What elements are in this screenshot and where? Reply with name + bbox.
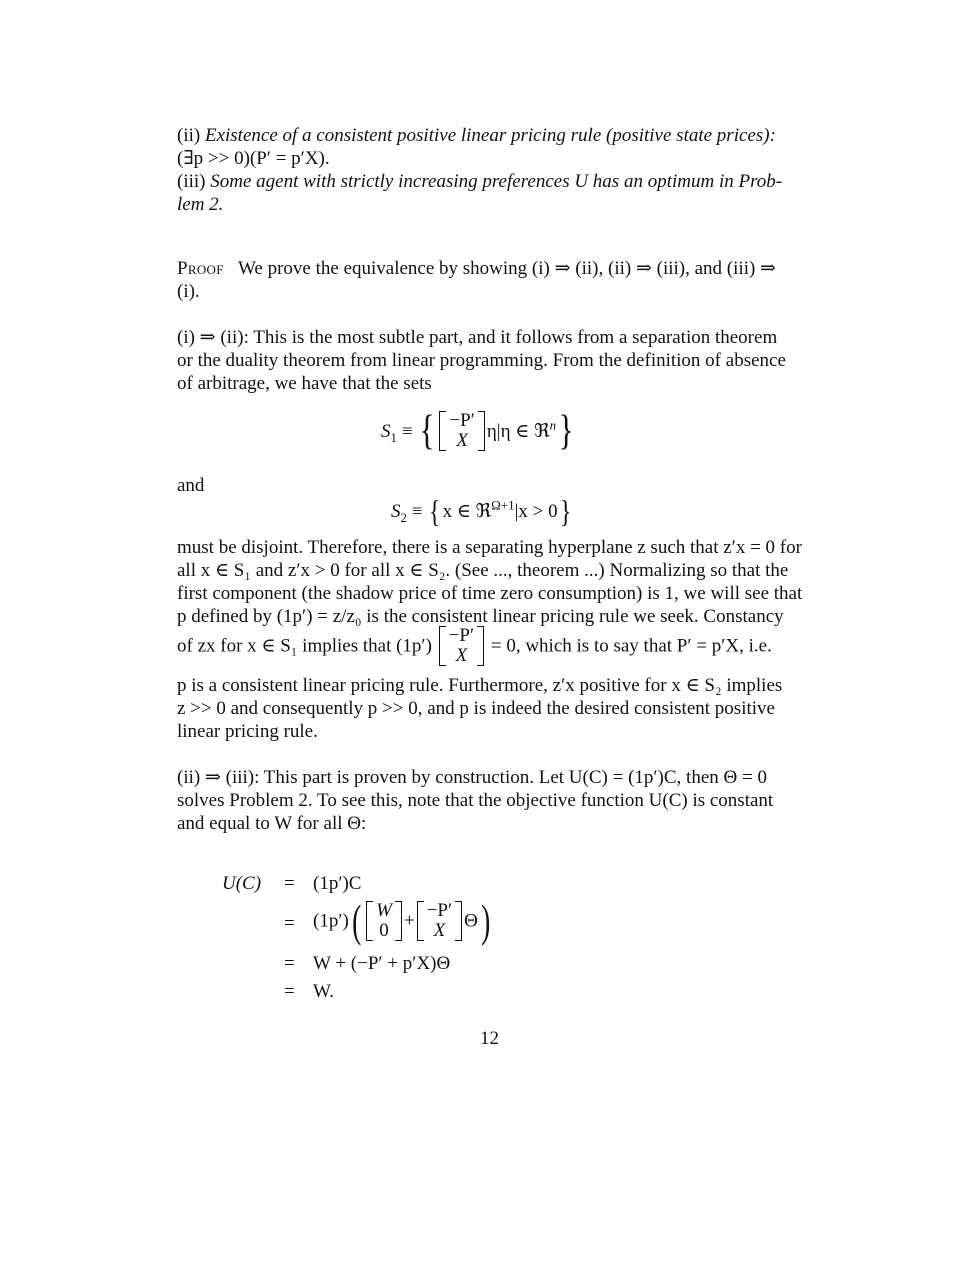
equation-s1: $S_1$ ≡ { −P′ X η|η ∈ ℜ$^n$} — [381, 408, 574, 454]
proof-intro — [177, 257, 799, 303]
eq-rhs: W + (−P′ + p′X)Θ — [313, 953, 451, 974]
para-line: solves Problem 2. To see this, note that the objective function U(C) is constant — [177, 790, 774, 811]
para-line: p is a consistent linear pricing rule. Furthermore, z′x positive for x ∈ S₂ implies — [177, 675, 783, 696]
para-line: first component (the shadow price of time zero consumption) is 1, we will see that — [177, 583, 803, 604]
item-iii-label: (iii) — [177, 171, 206, 192]
and-word: and — [177, 475, 205, 496]
eq-row-2: (1p′)( W 0 + −P′ X Θ) — [313, 895, 491, 946]
eq-sign: = — [284, 873, 295, 894]
item-ii-formula: (∃p >> 0)(P′ = p′X). — [177, 148, 330, 169]
eq-row-1: U(C) — [222, 873, 262, 894]
para-line: must be disjoint. Therefore, there is a separating hyperplane z such that z′x = 0 for — [177, 537, 802, 558]
para-line: linear pricing rule. — [177, 721, 318, 742]
w-zero-matrix: W 0 — [364, 901, 404, 941]
eq-rhs: (1p′)C — [313, 873, 362, 894]
right-brace: } — [558, 408, 574, 454]
left-brace: { — [419, 408, 435, 454]
para-line: (ii) ⇒ (iii): This part is proven by construction. Let U(C) = (1p′)C, then Θ = 0 — [177, 767, 767, 788]
paragraph-continued — [177, 536, 803, 628]
proof-intro-text: We prove the equivalence by showing (i) ⇒ (ii), (ii) ⇒ (iii), and (iii) ⇒ — [238, 258, 776, 279]
para-line: z >> 0 and consequently p >> 0, and p is indeed the desired consistent positive — [177, 698, 775, 719]
constancy-matrix: −P′ X — [437, 626, 486, 666]
item-ii-line — [177, 124, 799, 147]
item-iii-line-2: lem 2. — [177, 194, 224, 215]
s1-matrix: −P′ X — [437, 411, 486, 451]
proof-heading: Proof — [177, 258, 224, 279]
item-ii-text: Existence of a consistent positive linear pricing rule (positive state prices): — [200, 125, 776, 146]
eq-sign: = — [284, 953, 295, 974]
item-iii-line — [177, 170, 799, 193]
para-line: all x ∈ S₁ and z′x > 0 for all x ∈ S₂. (See ..., theorem ...) Normalizing so that the — [177, 560, 789, 581]
paragraph-tail — [177, 674, 799, 743]
para-line: or the duality theorem from linear programming. From the definition of absence — [177, 350, 786, 371]
eq-rhs: W. — [313, 981, 334, 1002]
left-brace: { — [429, 493, 441, 529]
para-line: and equal to W for all Θ: — [177, 813, 367, 834]
para-line: of arbitrage, we have that the sets — [177, 373, 432, 394]
paragraph-i-ii — [177, 326, 799, 395]
item-ii-label: (ii) — [177, 125, 201, 146]
constancy-line: of zx for x ∈ S₁ implies that (1p′) −P′ X = 0, which is to say that P′ = p′X, i.e. — [177, 625, 772, 666]
equation-s2: $S_2$ ≡ { x ∈ ℜ$^{\Omega+1}$|x > 0} — [391, 490, 573, 532]
page-number: 12 — [480, 1028, 499, 1049]
right-brace: } — [559, 493, 572, 529]
proof-intro-line-2: (i). — [177, 281, 200, 302]
paragraph-ii-iii — [177, 766, 799, 835]
para-line: (i) ⇒ (ii): This is the most subtle part, and it follows from a separation theorem — [177, 327, 778, 348]
item-iii-text: Some agent with strictly increasing preferences U has an optimum in Prob- — [205, 171, 783, 192]
eq-sign: = — [284, 981, 295, 1002]
para-line: p defined by (1p′) = z/z₀ is the consistent linear pricing rule we seek. Constancy — [177, 606, 784, 627]
theorem-items — [177, 124, 799, 216]
price-payoff-matrix: −P′ X — [415, 901, 464, 941]
eq-sign: = — [284, 913, 295, 934]
